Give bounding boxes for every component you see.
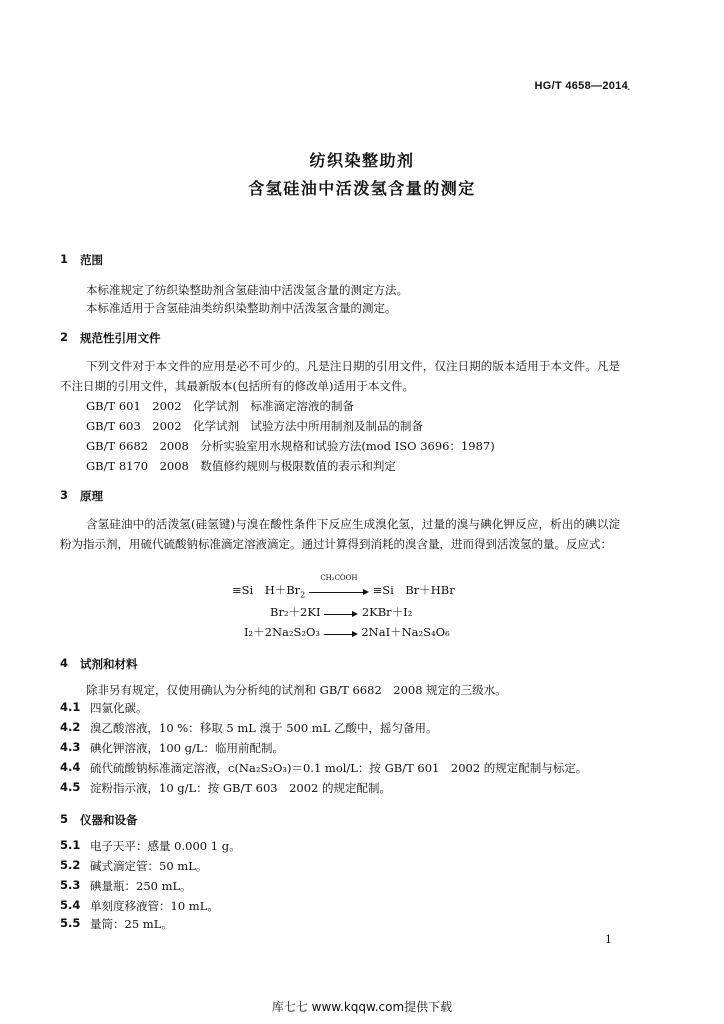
item-text: 电子天平：感量 0.000 1 g。 [90,839,241,853]
item-number: 4.2 [60,720,81,734]
equation-1 [232,574,455,600]
reaction-arrow-icon [324,606,358,620]
section-3-text: 含氢硅油中的活泼氢(硅氢键)与溴在酸性条件下反应生成溴化氢，过量的溴与碘化钾反应，析出的碘以淀粉为指示剂，用硫代硫酸钠标准滴定溶液滴定。通过计算得到消耗的溴含量，进而得到活泼氢的量。反应式： [60,517,620,551]
reaction-arrow-icon [324,626,358,640]
section-1-para-2: 本标准适用于含氢硅油类纺织染整助剂中活泼氢含量的测定。 [86,301,397,315]
equation-3-right: 2NaI＋Na₂S₄O₆ [361,625,450,639]
equation-1-condition: CH₃COOH [320,574,358,582]
equation-3-left: I₂＋2Na₂S₂O₃ [244,625,321,639]
item-number: 4.4 [60,760,81,774]
item-number: 5.2 [60,858,81,872]
standard-code: HG/T 4658—2014 [534,80,628,92]
section-1-heading: 范围 [80,253,103,267]
item-text: 淀粉指示液，10 g/L：按 GB/T 603 2002 的规定配制。 [90,781,392,795]
footer-text[interactable]: 库七七 www.kqqw.com提供下载 [271,1000,453,1014]
section-2-intro: 下列文件对于本文件的应用是必不可少的。凡是注日期的引用文件，仅注日期的版本适用于本文件。凡是不注日期的引用文件，其最新版本(包括所有的修改单)适用于本文件。 [60,359,620,393]
section-4-heading: 试剂和材料 [80,657,138,671]
item-number: 5.5 [60,916,81,930]
equation-1-sub: 2 [300,590,306,600]
document-title-line1: 纺织染整助剂 [309,151,415,170]
equation-2-right: 2KBr＋I₂ [361,605,413,619]
item-text: 溴乙酸溶液，10 %：移取 5 mL 溴于 500 mL 乙酸中，摇匀备用。 [90,721,438,735]
item-text: 碘化钾溶液，100 g/L：临用前配制。 [90,741,284,755]
item-number: 4.3 [60,740,81,754]
document-title-line2: 含氢硅油中活泼氢含量的测定 [248,179,476,198]
item-text: 四氯化碳。 [90,701,148,715]
item-text: 硫代硫酸钠标准滴定溶液，c(Na₂S₂O₃)＝0.1 mol/L：按 GB/T 601 2002 的规定配制与标定。 [90,761,588,775]
item-text: 单刻度移液管：10 mL。 [90,899,219,913]
section-3-number: 3 [60,488,69,502]
item-number: 5.3 [60,878,81,892]
reaction-arrow-icon [309,574,369,598]
section-3-heading: 原理 [80,489,103,503]
section-4-number: 4 [60,656,69,670]
reference-item: GB/T 603 2002 化学试剂 试验方法中所用制剂及制品的制备 [86,419,424,433]
section-5-number: 5 [60,812,69,826]
equation-1-left: ≡Si H＋Br [232,583,301,597]
item-text: 碱式滴定管：50 mL。 [90,859,208,873]
reference-item: GB/T 601 2002 化学试剂 标准滴定溶液的制备 [86,399,355,413]
section-4-intro: 除非另有规定，仅使用确认为分析纯的试剂和 GB/T 6682 2008 规定的三级水。 [86,683,507,697]
equation-2 [270,604,412,620]
equation-2-left: Br₂＋2KI [270,605,321,619]
item-text: 量筒：25 mL。 [90,917,173,931]
item-text: 碘量瓶：250 mL。 [90,879,192,893]
page-number: 1 [605,933,612,946]
equation-3 [244,624,450,640]
item-number: 4.1 [60,700,81,714]
reference-item: GB/T 6682 2008 分析实验室用水规格和试验方法(mod ISO 3696：1987) [86,439,495,453]
section-2-number: 2 [60,330,69,344]
item-number: 5.1 [60,838,81,852]
reference-item: GB/T 8170 2008 数值修约规则与极限数值的表示和判定 [86,459,396,473]
section-5-heading: 仪器和设备 [80,813,138,827]
section-1-para-1: 本标准规定了纺织染整助剂含氢硅油中活泼氢含量的测定方法。 [86,283,408,297]
item-number: 5.4 [60,898,81,912]
header-dot: . [627,80,631,93]
item-number: 4.5 [60,780,81,794]
section-2-heading: 规范性引用文件 [80,331,161,345]
section-1-number: 1 [60,252,69,266]
equation-1-right: ≡Si Br＋HBr [372,583,455,597]
